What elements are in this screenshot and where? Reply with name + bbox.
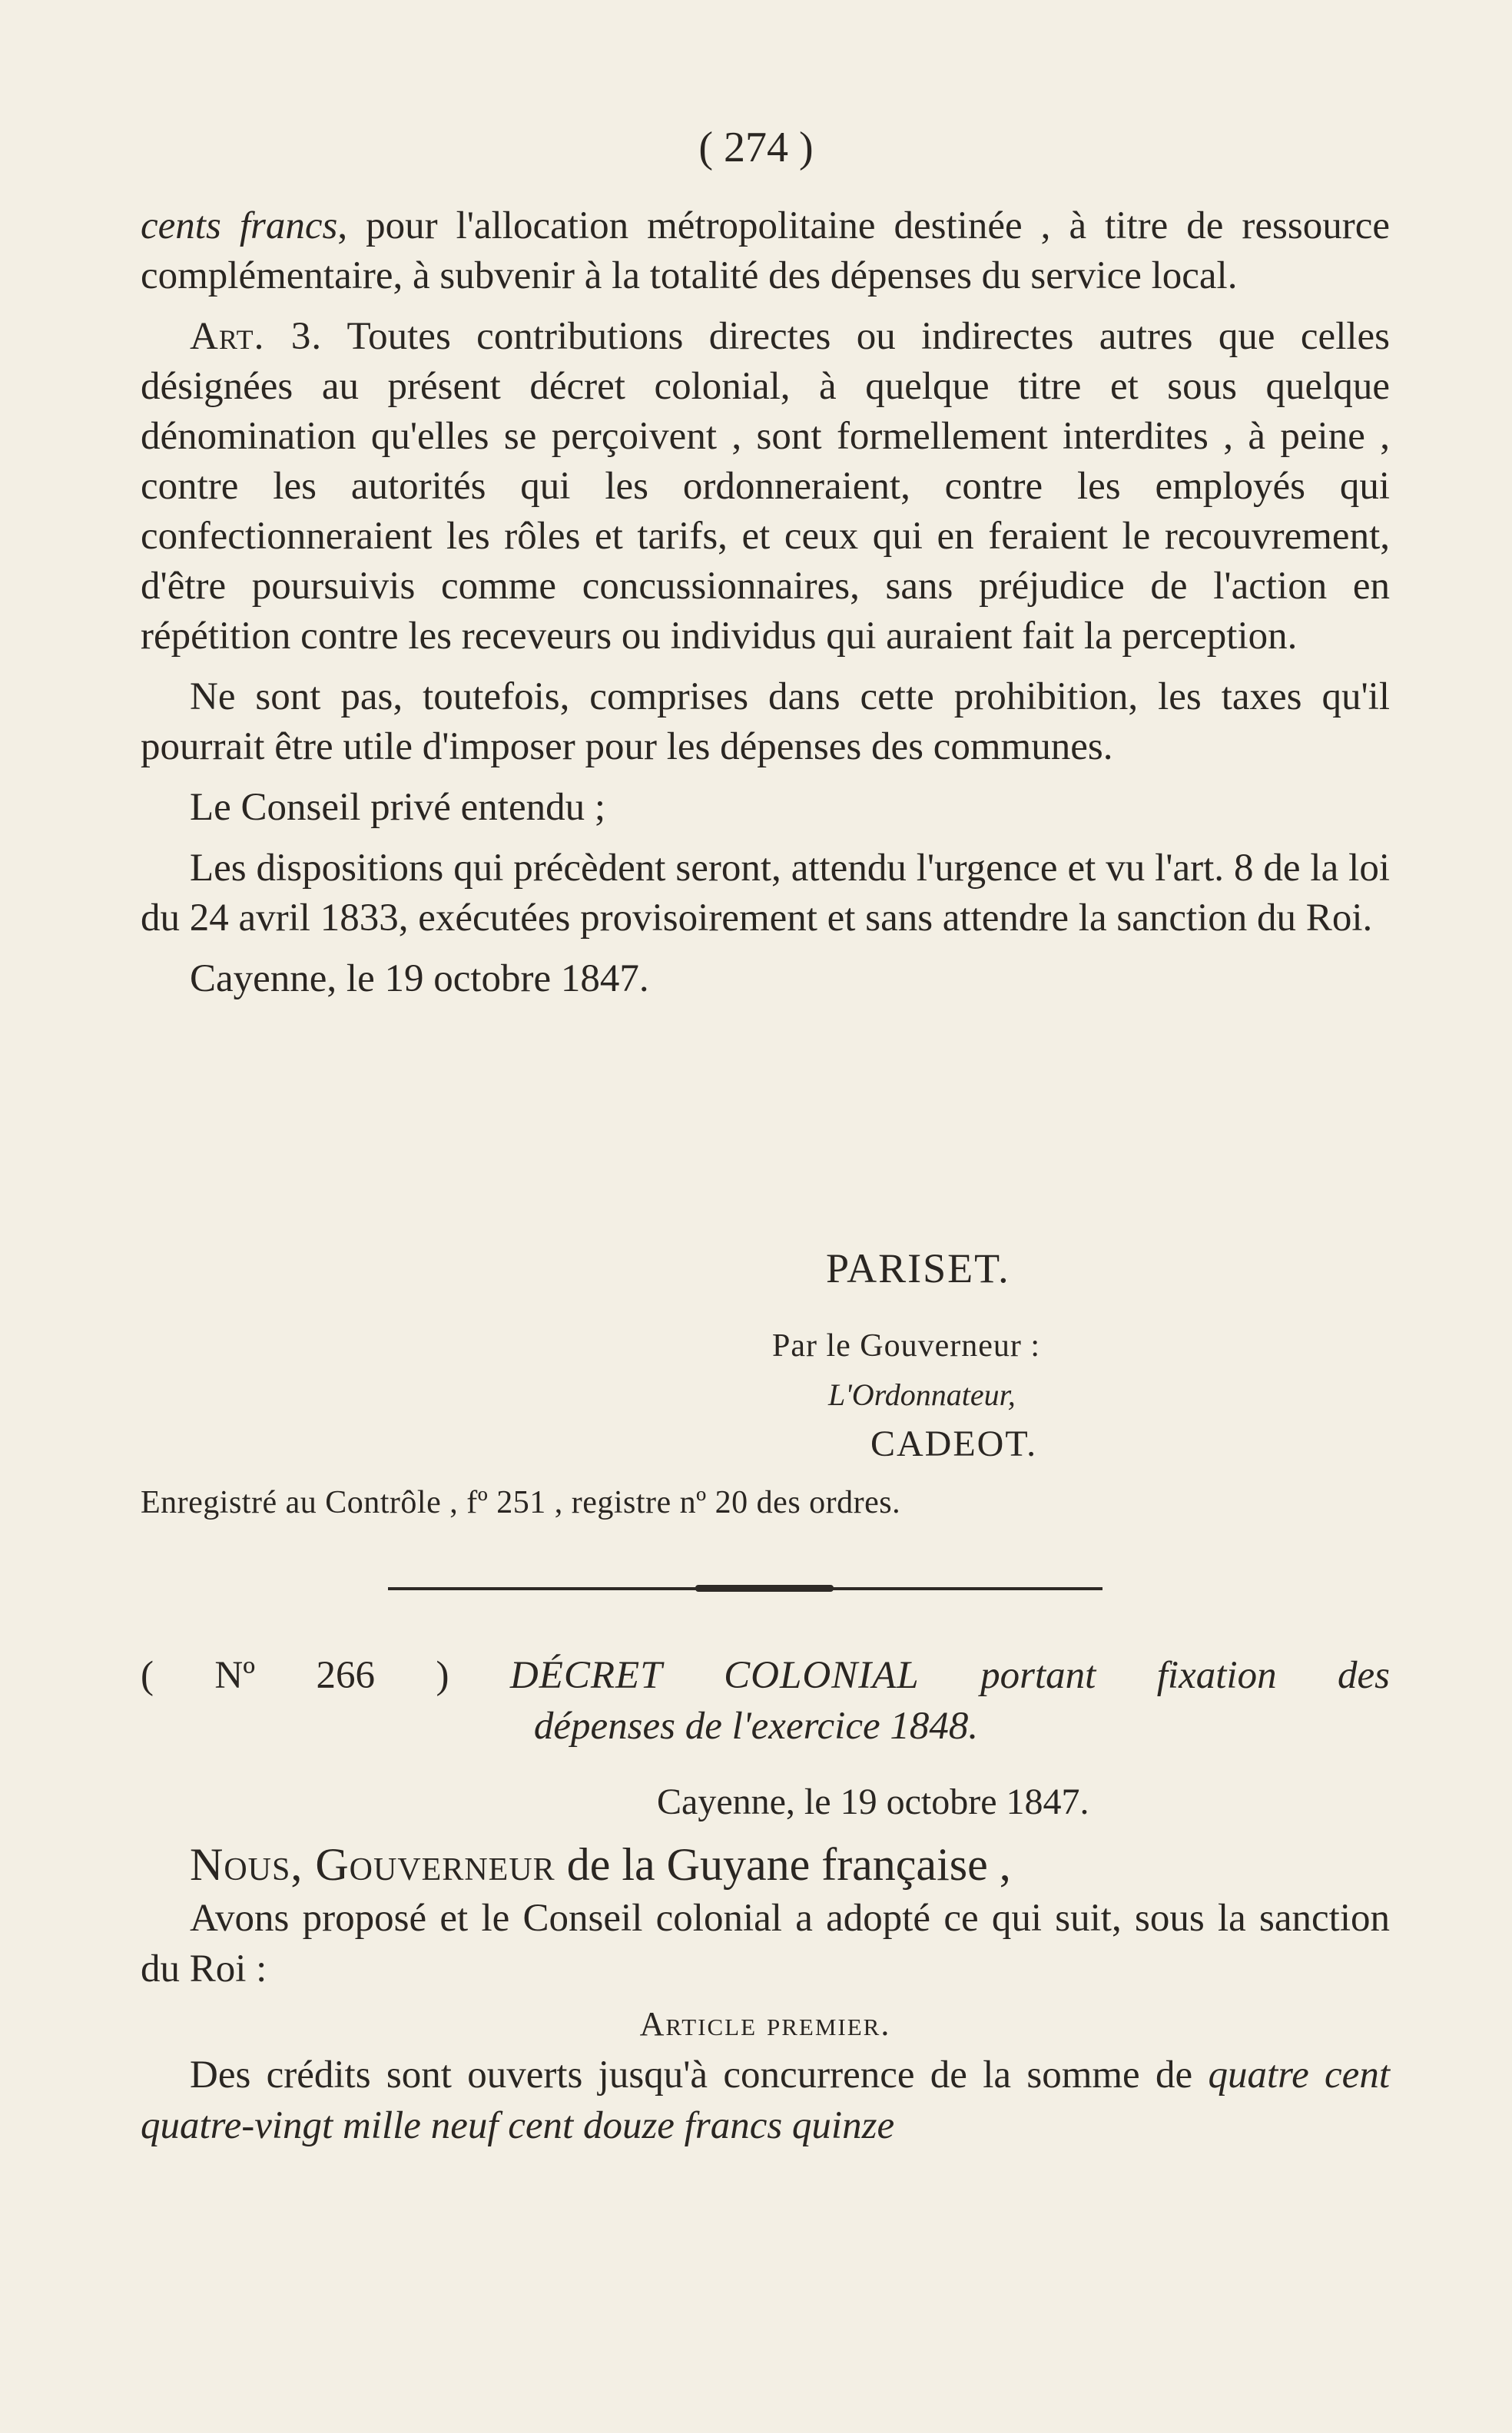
- registration-note: Enregistré au Contrôle , fº 251 , registre nº 20 des ordres.: [141, 1485, 901, 1520]
- signature-par-gouverneur: Par le Gouverneur :: [772, 1328, 1041, 1364]
- decree-text: [141, 1839, 1390, 2151]
- continuation-italic: cents francs: [141, 204, 338, 247]
- para-nous: [141, 1839, 1390, 1893]
- para-continuation: [141, 201, 1390, 301]
- date-line-1: Cayenne, le 19 octobre 1847.: [190, 957, 649, 1000]
- continuation-text: , pour l'allocation métropolitaine destinée , à titre de ressource complémentaire, à subvenir à la totalité des dépenses du service local.: [141, 204, 1390, 297]
- signature-ordonnateur: L'Ordonnateur,: [828, 1377, 1016, 1412]
- main-text: [141, 201, 1390, 1004]
- credits-italic: quatre cent quatre-vingt mille neuf cent douze francs quinze: [141, 2053, 1390, 2147]
- decree-number: ( Nº 266 ): [141, 1654, 449, 1697]
- section-divider: [388, 1587, 1102, 1590]
- para-conseil-prive: Le Conseil privé entendu ;: [190, 786, 606, 829]
- article-premier: Article premier.: [639, 2005, 891, 2043]
- para-article-3: [141, 312, 1390, 661]
- decree-title-line2: dépenses de l'exercice 1848.: [533, 1705, 979, 1748]
- nous-gouverneur: Nous, Gouverneur: [190, 1839, 555, 1890]
- para-ne-sont-pas: Ne sont pas, toutefois, comprises dans cette prohibition, les taxes qu'il pourrait être utile d'imposer pour les dépenses des communes.: [141, 675, 1390, 768]
- signature-pariset: PARISET.: [826, 1245, 1010, 1291]
- signature-cadeot: CADEOT.: [870, 1424, 1038, 1464]
- credits-start: Des crédits sont ouverts jusqu'à concurrence de la somme de: [190, 2053, 1209, 2097]
- decree-title-rest: portant fixation des: [980, 1654, 1391, 1697]
- article-3-text: Toutes contributions directes ou indirectes autres que celles désignées au présent décret colonial, à quelque titre et sous quelque dénomination qu'elles se perçoivent , sont formellement interdites , à peine , contre les autorités qui les ordonneraient, contre les employés qui confectionneraient les rôles et tarifs, et ceux qui en feraient le recouvrement, d'être poursuivis comme concussionnaires, sans préjudice de l'action en répétition contre les receveurs ou individus qui auraient fait la perception.: [141, 315, 1391, 658]
- para-credits: [141, 2050, 1390, 2151]
- decree-date: Cayenne, le 19 octobre 1847.: [657, 1782, 1089, 1822]
- nous-rest: de la Guyane française ,: [555, 1839, 1011, 1890]
- article-3-label: Art. 3.: [190, 315, 323, 358]
- para-dispositions: Les dispositions qui précèdent seront, attendu l'urgence et vu l'art. 8 de la loi du 24 avril 1833, exécutées provisoirement et sans attendre la sanction du Roi.: [141, 847, 1390, 940]
- page-number: ( 274 ): [698, 124, 814, 171]
- decree-title-caps: DÉCRET COLONIAL: [509, 1654, 920, 1697]
- decree-heading: [141, 1650, 1390, 1701]
- para-avons: Avons proposé et le Conseil colonial a adopté ce qui suit, sous la sanction du Roi :: [141, 1897, 1390, 1990]
